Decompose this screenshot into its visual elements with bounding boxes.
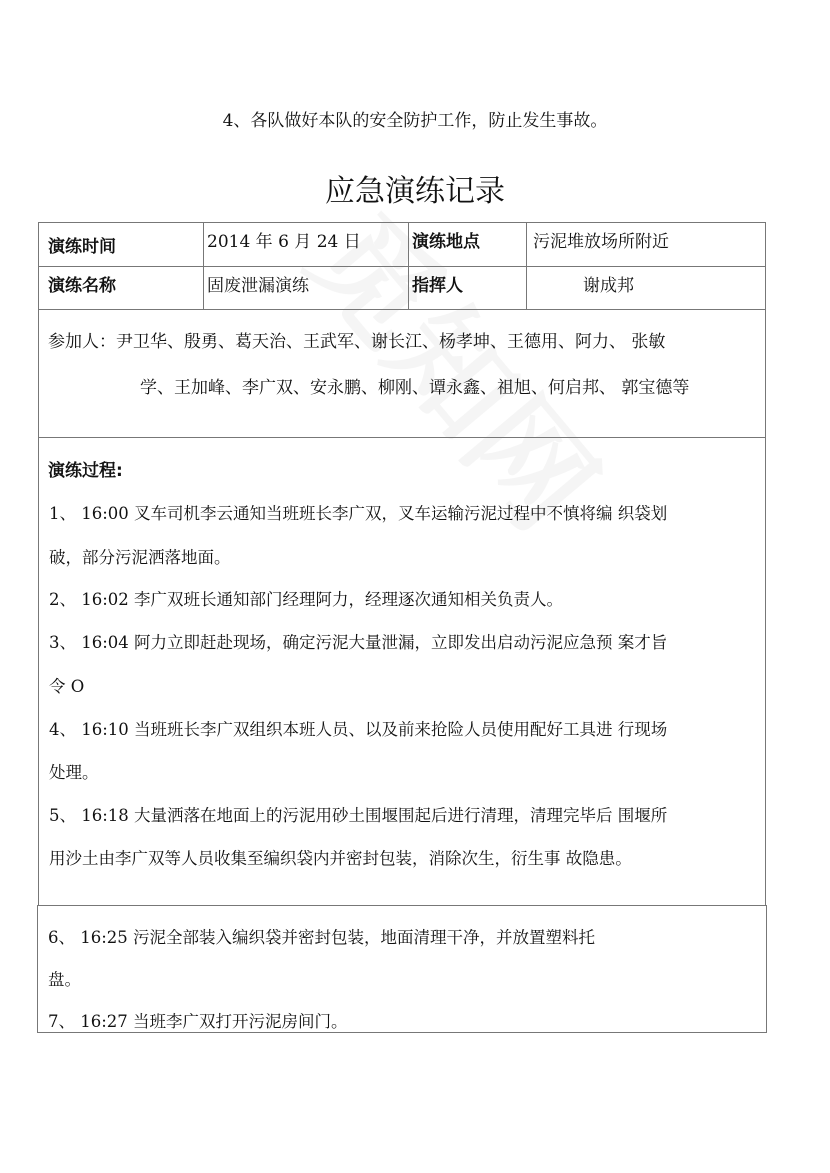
participants-line-1: 参加人：尹卫华、殷勇、葛天治、王武军、谢长江、杨孝坤、王德用、阿力、 张敏 — [48, 332, 666, 352]
process-line: 2、 16:02 李广双班长通知部门经理阿力，经理逐次通知相关负责人。 — [49, 590, 564, 609]
time-label: 演练时间 — [48, 237, 116, 257]
process-line: 用沙土由李广双等人员收集至编织袋内并密封包装，消除次生，衍生事 故隐患。 — [49, 849, 632, 868]
commander-label: 指挥人 — [412, 276, 463, 296]
process-heading: 演练过程: — [48, 461, 123, 481]
process-line: 处理。 — [49, 763, 99, 782]
process-line: 1、 16:00 叉车司机李云通知当班班长李广双，叉车运输污泥过程中不慎将编 织袋划 — [49, 504, 668, 523]
intro-text: 4、各队做好本队的安全防护工作，防止发生事故。 — [222, 111, 608, 131]
process-line: 5、 16:18 大量洒落在地面上的污泥用砂土围堰围起后进行清理，清理完毕后 围堰所 — [49, 806, 668, 825]
process-line: 3、 16:04 阿力立即赶赴现场，确定污泥大量泄漏，立即发出启动污泥应急预 案才旨 — [49, 633, 668, 652]
record-table — [38, 222, 766, 906]
process-line: 4、 16:10 当班班长李广双组织本班人员、以及前来抢险人员使用配好工具进 行现场 — [49, 720, 668, 739]
time-value: 2014 年 6 月 24 日 — [207, 232, 361, 252]
process-line: 盘。 — [48, 970, 81, 989]
name-label: 演练名称 — [48, 276, 116, 296]
continuation-table — [37, 905, 767, 1033]
page-title: 应急演练记录 — [325, 174, 505, 209]
process-line: 令 O — [49, 677, 85, 696]
process-line: 6、 16:25 污泥全部装入编织袋并密封包装，地面清理干净，并放置塑料托 — [48, 928, 596, 947]
participants-line-2: 学、王加峰、李广双、安永鹏、柳刚、谭永鑫、祖旭、何启邦、 郭宝德等 — [140, 378, 690, 398]
name-value: 固废泄漏演练 — [207, 276, 309, 296]
process-line: 破，部分污泥洒落地面。 — [49, 548, 231, 567]
commander-value: 谢成邦 — [583, 276, 634, 296]
place-label: 演练地点 — [412, 232, 480, 252]
place-value: 污泥堆放场所附近 — [533, 232, 669, 252]
process-line: 7、 16:27 当班李广双打开污泥房间门。 — [48, 1012, 348, 1031]
